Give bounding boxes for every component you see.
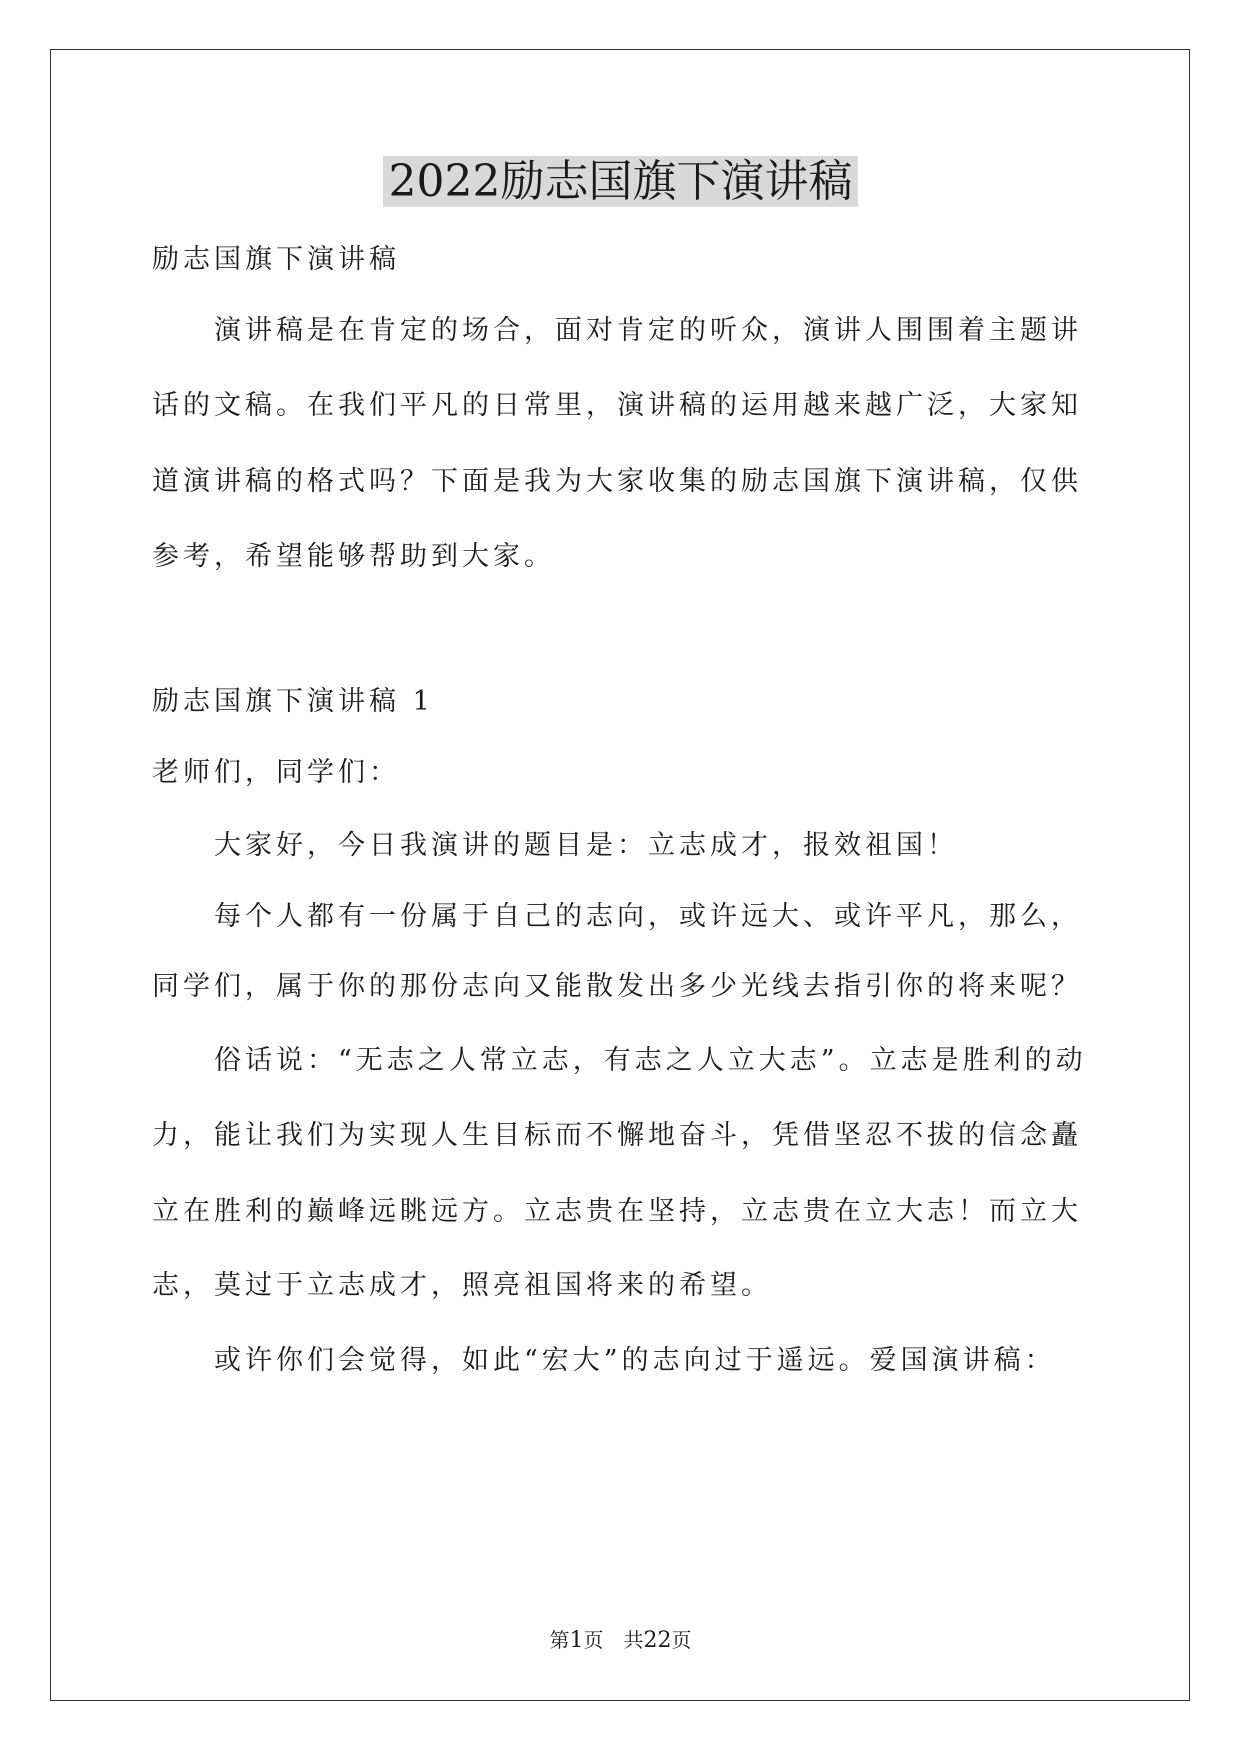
intro-line: 演讲稿是在肯定的场合，面对肯定的听众，演讲人围围着主题讲 xyxy=(214,315,1082,346)
intro-line: 话的文稿。在我们平凡的日常里，演讲稿的运用越来越广泛，大家知 xyxy=(152,390,1082,421)
page-suffix: 页 xyxy=(671,1628,692,1652)
subtitle: 励志国旗下演讲稿 xyxy=(152,244,400,275)
page-current: 1 xyxy=(569,1628,584,1653)
page-border xyxy=(50,49,1190,1701)
salutation: 老师们，同学们： xyxy=(152,757,400,788)
body-line: 同学们，属于你的那份志向又能散发出多少光线去指引你的将来呢？ xyxy=(152,971,1082,1002)
body-line: 每个人都有一份属于自己的志向，或许远大、或许平凡，那么， xyxy=(214,901,1082,932)
intro-line: 参考，希望能够帮助到大家。 xyxy=(152,541,555,572)
body-line: 俗话说：“无志之人常立志，有志之人立大志”。立志是胜利的动 xyxy=(214,1045,1087,1076)
section-heading: 励志国旗下演讲稿 1 xyxy=(152,686,434,717)
page-footer xyxy=(0,1626,1241,1654)
body-line: 志，莫过于立志成才，照亮祖国将来的希望。 xyxy=(152,1270,772,1301)
body-line: 立在胜利的巅峰远眺远方。立志贵在坚持，立志贵在立大志！而立大 xyxy=(152,1196,1082,1227)
document-title xyxy=(0,152,1241,212)
body-line: 或许你们会觉得，如此“宏大”的志向过于遥远。爱国演讲稿： xyxy=(214,1345,1056,1376)
page-mid: 页 共 xyxy=(583,1628,644,1652)
document-title-text: 2022励志国旗下演讲稿 xyxy=(383,156,859,207)
page-prefix: 第 xyxy=(549,1628,570,1652)
intro-line: 道演讲稿的格式吗？下面是我为大家收集的励志国旗下演讲稿，仅供 xyxy=(152,466,1082,497)
page-total: 22 xyxy=(643,1628,672,1653)
body-line: 力，能让我们为实现人生目标而不懈地奋斗，凭借坚忍不拔的信念矗 xyxy=(152,1120,1082,1151)
body-line: 大家好，今日我演讲的题目是：立志成才，报效祖国！ xyxy=(214,830,958,861)
